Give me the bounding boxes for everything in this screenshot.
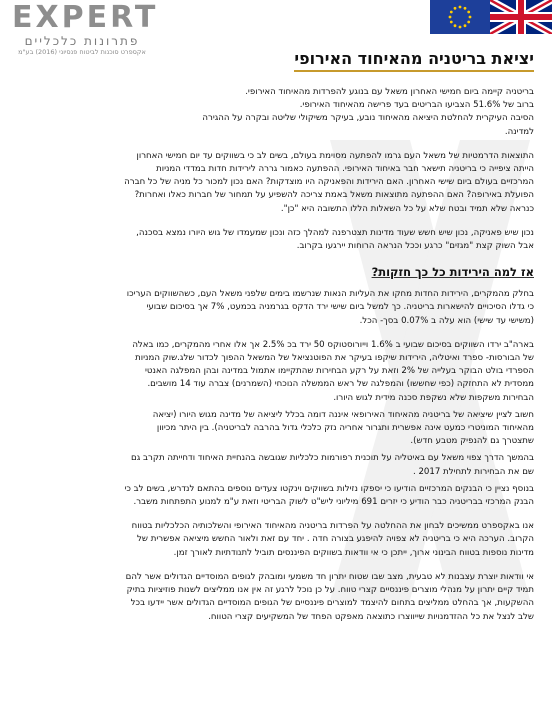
text-line: כנראה שלא תמיד ובטח שלא על כל השאלות הללו התשובה היא "כן". bbox=[280, 203, 534, 214]
paragraph-central-banks bbox=[18, 483, 534, 509]
text-line: בנוסף נציין כי הבנקים המרכזיים הודיעו כי יספקו נזילות בשווקים וינקטו צעדים נוספים בהתאם לנדרש, בשים לב כי bbox=[124, 483, 534, 494]
text-line: מדינות נוספות בטווח הבינוני ארוך, ייתכן כי אי וודאות בשווקים הפיננסים תוביל לתנודתיות לאורך זמן. bbox=[173, 547, 534, 558]
article-body bbox=[18, 48, 534, 635]
text-line: ממסדית לא התחזקה (כפי שחששו) והמפלגה של ראש הממשלה הנוכחי (השמרנים) צברה עוד 14 מושבים. bbox=[147, 379, 534, 390]
text-line: המרכזיים בעולם ביום שישי האחרון. האם הירידות והפאניקה היו מוצדקות? האם נכון למכור כל מניה של כל חברה bbox=[124, 177, 534, 188]
text-line: בחלק מהמקרים, הירידות החדות מחקו את העליות הנאות שנרשמו בימים שלפני משאל העם, כשהשווקים העריכו bbox=[126, 289, 534, 300]
paragraph-rally-erased bbox=[18, 288, 534, 328]
logo-wordmark: EXPERT bbox=[12, 0, 159, 35]
paragraph-us-europe bbox=[18, 339, 534, 405]
text-line: אי וודאות יוצרת עצבנות לא טבעית, מצב שבו שטוח יתרון חד משמעי ומובהק לגופים המוסדיים הגדולים אשר להם bbox=[125, 571, 534, 582]
text-line: ההשקעות, אך בהחלט ממליצים בתחום להיצמד למוצרים פיננסיים של הגופים המוסדיים הגדולים אשר יידעו בכל bbox=[130, 598, 534, 609]
text-line: של הבורסות- ספרד ואיטליה, הירידות שיקפו בעיקר את הפוטנציאל של המשאל ההפוך לכדור שלג.שוק המניות bbox=[135, 353, 534, 364]
text-line: כי גדלו הסיכויים להישארות בריטניה. כך למשל ביום שישי ירד הדקס בגרמניה בכמעט, 7% אך בסיכום שבועי bbox=[146, 302, 534, 313]
text-line: הבחירות משקפות שלא נשקפת סכנה מידית לגוש היורו. bbox=[333, 392, 534, 403]
text-line: ברוב של 51.6% הצביעו הבריטים בעד פרישה מהאיחוד האירופי. bbox=[299, 100, 534, 111]
text-line: הבנק המרכזי בבריטניה כבר הודיע כי יזרים 691 מיליוני ליש"ט לשוק הבריטי וזאת ע"מ למנוע התפתחות משבר. bbox=[133, 497, 534, 508]
text-line: חשוב לציין שיציאה של בריטניה מהאיחוד האירופאי איננה דומה בכלל ליציאה של מדינה מגוש היורו (יציאה bbox=[152, 409, 534, 420]
section-subheading: אז למה הירידות כל כך חזקות? bbox=[371, 265, 534, 280]
paragraph-euro-exit bbox=[18, 409, 534, 449]
text-line: הסיבה העיקרית להחלטת היציאה מהאיחוד נובע, בעיקר משיקולי שליטה ובקרה על ההגירה bbox=[202, 113, 534, 124]
text-line: שתצטרך גם להנפיק מטבע חדש). bbox=[410, 436, 534, 447]
text-line: אבל השוק קצת "מגזים" כרגע וככל הנראה הרוחות יירגעו בקרוב. bbox=[296, 241, 534, 252]
text-line: בהמשך הדרך צפוי משאל עם באיטליה על תוכנית רפורמות כלכליות שגובשה בהנחיית האיחוד ודחייתה תקרב גם bbox=[131, 453, 534, 464]
intro-paragraph bbox=[18, 86, 534, 139]
text-line: מהאיחוד המוניטרי כמעט אינה אפשרית ותגרור אחריה נזק כלכלי גדול בהרבה לבריטניה). בין היתר מכיוון bbox=[156, 423, 534, 434]
text-line: הספרדי בולט הבוקר בעלייה של 2% וזאת על רקע הבחירות שהתקיימו אתמול במדינה ובהן המפלגה האנטי bbox=[144, 366, 534, 377]
paragraph-recommendation bbox=[18, 571, 534, 624]
uk-flag-icon bbox=[490, 0, 552, 34]
article-title: יציאת בריטניה מהאיחוד האירופי bbox=[294, 48, 534, 72]
text-line: הקרוב. הערכה היא כי בריטניה לא צפויה להיפגע בצורה חדה . יחד עם זאת ולאור החשש מיציאה אפשרית של bbox=[137, 534, 534, 545]
paragraph-market-reaction bbox=[18, 150, 534, 216]
paragraph-panic bbox=[18, 227, 534, 253]
logo-subtitle: פתרונות כלכליים bbox=[24, 34, 140, 48]
text-line: הפועלת באירופה? האם ההפתעה מתוצאות משאל באמת צריכה להשפיע על תמחור של חברות כאלו ואחרות? bbox=[134, 190, 534, 201]
paragraph-italy bbox=[18, 452, 534, 478]
text-line: שם את הבחירות לתחילת 2017 . bbox=[412, 466, 534, 477]
logo-tagline: אקספרט סוכנות לביטוח פנסיוני (2016) בע"מ bbox=[18, 48, 146, 56]
text-line: בארה"ב ירדו השווקים בסיכום שבועי ב 1.6% וייורוסטוקס 50 ירד בכ 2.5% אך אלו אחרי מהמקרים, כמו באלה bbox=[132, 339, 534, 350]
text-line: שלב לנצל את כל ההזדמנויות שייווצרו כתוצאה מאפקט הפחד של המשקיעים קצרי הטווח. bbox=[208, 611, 534, 622]
text-line: תמיד קיים יתרון על מנהלי מוצרים פיננסיים קצרי טווח. על כן נוכל לרגע זה אין אנו ממליצים לשנות פוזיציות בתיק bbox=[126, 585, 534, 596]
text-line: הייתה ציפייה כי בריטניה תישאר חבר באיחוד האירופי. ההפתעה כאמור גררה לירידות חדות במדדי המניות bbox=[156, 164, 534, 175]
text-line: למדינה. bbox=[504, 126, 534, 137]
text-line: (משישי עד שישי) הוא עלה ב 0.07% בסך- הכל. bbox=[359, 315, 534, 326]
eu-flag-icon bbox=[430, 0, 490, 34]
paragraph-expert-view bbox=[18, 520, 534, 560]
text-line: אנו באקספרט ממשיכים לבחון את ההחלטה על הפרדות בריטניה מהאיחוד האירופי והשלכותיה הכלכליות בטווח bbox=[131, 521, 534, 532]
text-line: בריטניה קיימה ביום חמישי האחרון משאל עם בנוגע להפרדות מהאיחוד האירופי. bbox=[245, 87, 534, 97]
text-line: התוצאות הדרמטיות של משאל העם גרמו להפתעה מסוימת בעולם, בשים לב כי בשווקים עד יום חמישי האחרון bbox=[136, 150, 534, 161]
text-line: נכון שיש פאניקה, נכון שיש חשש שעוד מדינות תצטרפנה למהלך כזה ונכון שמעמדו של גוש היורו נמצא בסכנה, bbox=[136, 227, 534, 238]
